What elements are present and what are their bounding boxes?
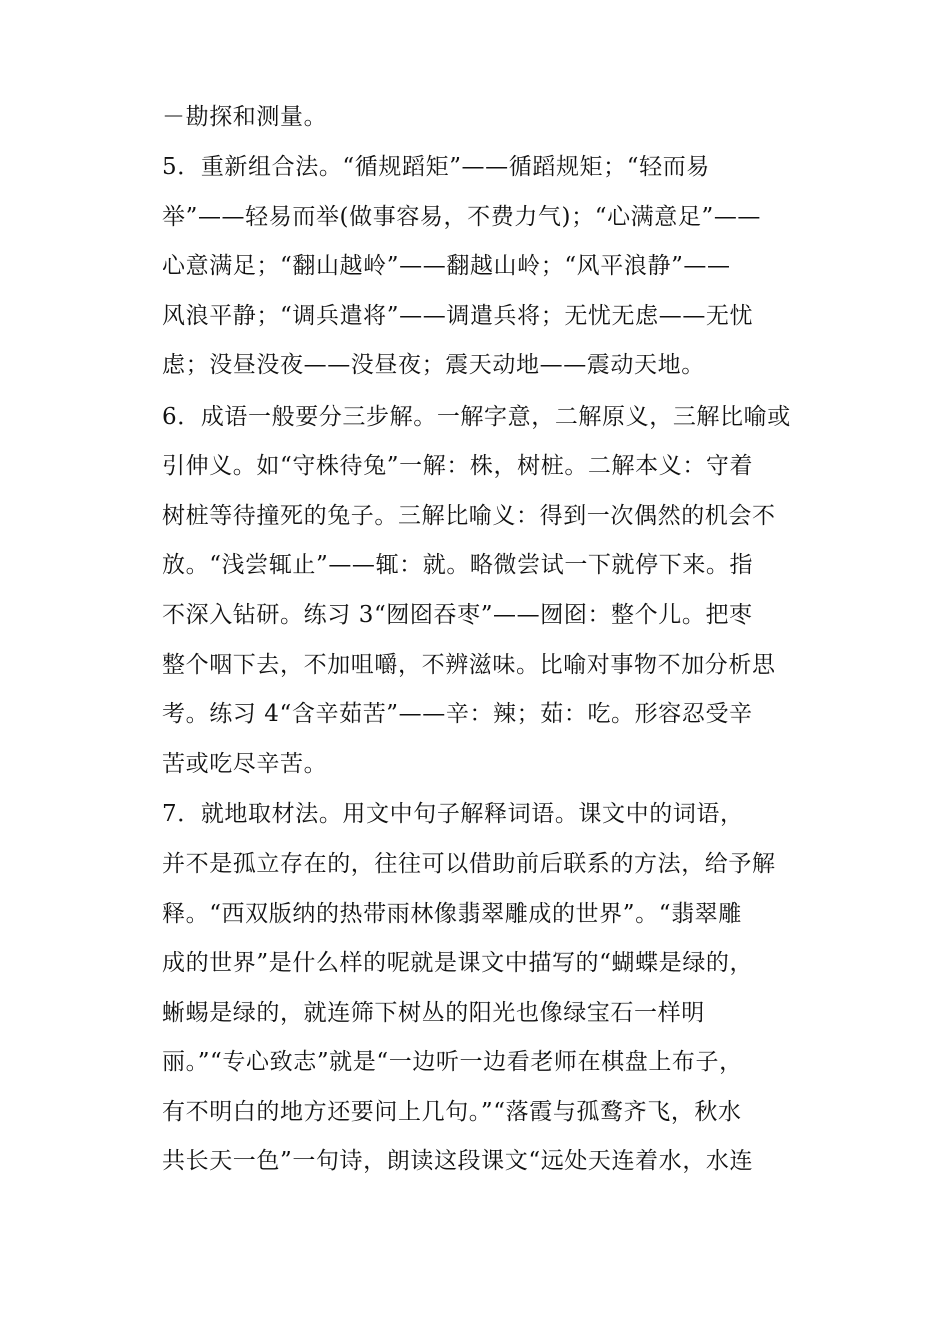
text-line: 考。练习 4“含辛茹苦”——辛：辣；茹：吃。形容忍受辛 [162,701,753,727]
text-line: 树桩等待撞死的兔子。三解比喻义：得到一次偶然的机会不 [162,503,776,529]
text-line: 7．就地取材法。用文中句子解释词语。课文中的词语， [162,801,744,827]
text-line: 放。“浅尝辄止”——辄：就。略微尝试一下就停下来。指 [162,552,754,578]
text-line: 举”——轻易而举(做事容易，不费力气)；“心满意足”—— [162,204,762,230]
text-line: 丽。”“专心致志”就是“一边听一边看老师在棋盘上布子， [162,1049,743,1075]
text-line: 虑；没昼没夜——没昼夜；震天动地——震动天地。 [162,352,705,378]
text-line: －勘探和测量。 [162,104,328,130]
text-line: 整个咽下去，不加咀嚼，不辨滋味。比喻对事物不加分析思 [162,652,776,678]
text-line: 蜥蜴是绿的，就连筛下树丛的阳光也像绿宝石一样明 [162,1000,705,1026]
text-line: 引伸义。如“守株待兔”一解：株，树桩。二解本义：守着 [162,453,754,479]
text-line: 并不是孤立存在的，往往可以借助前后联系的方法，给予解 [162,851,776,877]
text-line: 释。“西双版纳的热带雨林像翡翠雕成的世界”。“翡翠雕 [162,901,742,927]
text-line: 5．重新组合法。“循规蹈矩”——循蹈规矩；“轻而易 [162,154,710,180]
text-line: 6．成语一般要分三步解。一解字意，二解原义，三解比喻或 [162,404,791,430]
text-line: 不深入钻研。练习 3“囫囵吞枣”——囫囵：整个儿。把枣 [162,602,753,628]
text-line: 苦或吃尽辛苦。 [162,751,328,777]
text-line: 心意满足；“翻山越岭”——翻越山岭；“风平浪静”—— [162,253,731,279]
text-line: 共长天一色”一句诗，朗读这段课文“远处天连着水，水连 [162,1148,754,1174]
text-line: 风浪平静；“调兵遣将”——调遣兵将；无忧无虑——无忧 [162,303,754,329]
text-line: 成的世界”是什么样的呢就是课文中描写的“蝴蝶是绿的， [162,950,754,976]
text-line: 有不明白的地方还要问上几句。”“落霞与孤鹜齐飞，秋水 [162,1099,742,1125]
